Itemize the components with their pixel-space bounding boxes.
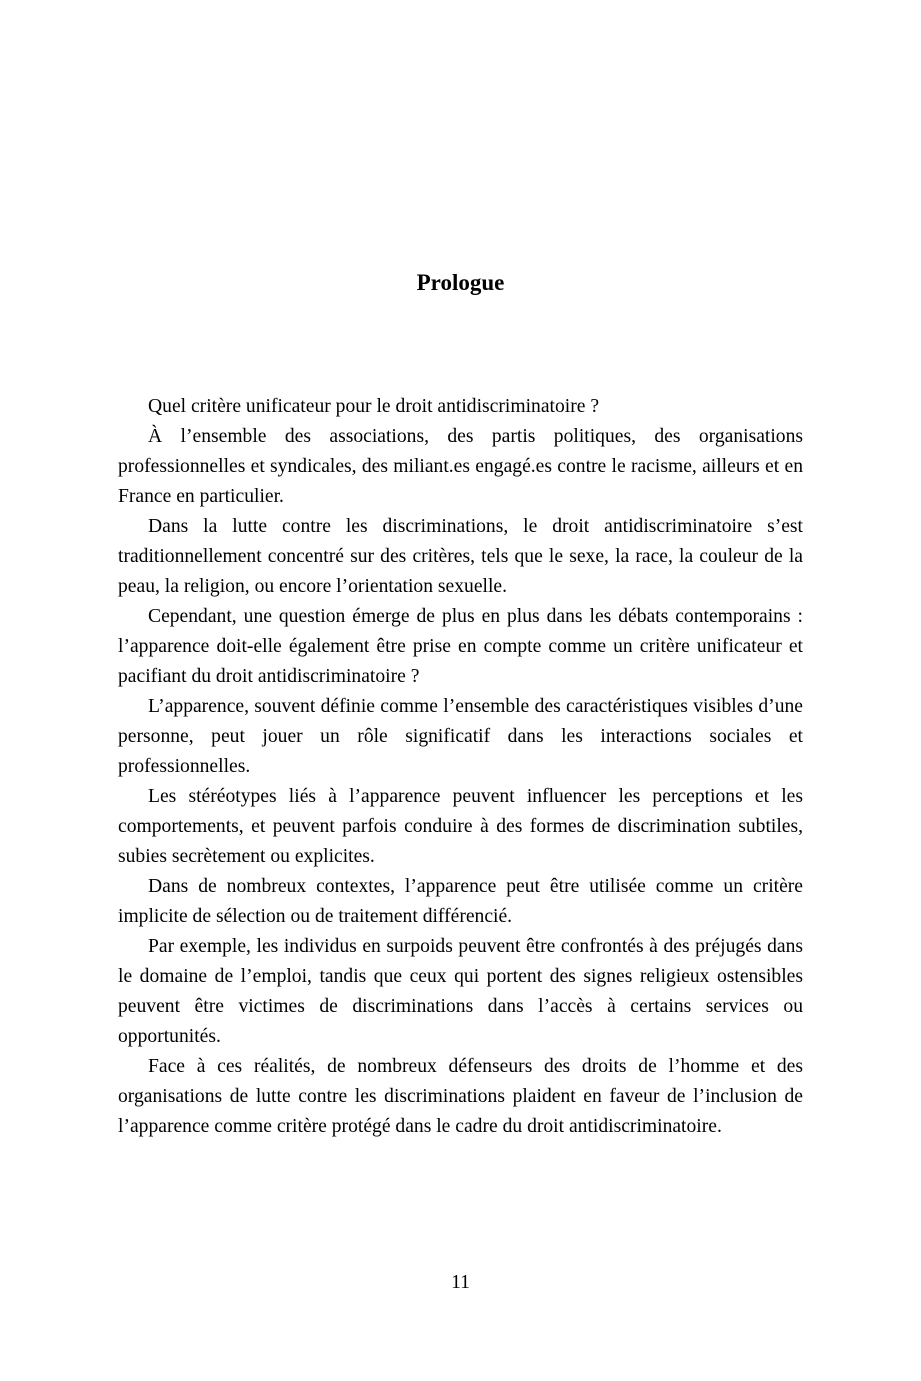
page-number: 11	[451, 1272, 470, 1293]
paragraph: Les stéréotypes liés à l’apparence peuvent influencer les perceptions et les comportements, et peuvent parfois conduire à des formes de discrimination subtiles, subies secrètement ou explicites.	[118, 786, 803, 867]
paragraph: L’apparence, souvent définie comme l’ensemble des caractéristiques visibles d’une personne, peut jouer un rôle significatif dans les interactions sociales et professionnelles.	[118, 696, 803, 777]
paragraph: Dans de nombreux contextes, l’apparence peut être utilisée comme un critère implicite de sélection ou de traitement différencié.	[118, 876, 803, 927]
chapter-title: Prologue	[416, 270, 505, 295]
body-text	[118, 392, 803, 1142]
paragraph: Dans la lutte contre les discriminations, le droit antidiscriminatoire s’est traditionnellement concentré sur des critères, tels que le sexe, la race, la couleur de la peau, la religion, ou encore l’orientation sexuelle.	[118, 516, 803, 597]
paragraph: Face à ces réalités, de nombreux défenseurs des droits de l’homme et des organisations de lutte contre les discriminations plaident en faveur de l’inclusion de l’apparence comme critère protégé dans le cadre du droit antidiscriminatoire.	[118, 1056, 803, 1137]
paragraph: Par exemple, les individus en surpoids peuvent être confrontés à des préjugés dans le domaine de l’emploi, tandis que ceux qui portent des signes religieux ostensibles peuvent être victimes de discriminations dans l’accès à certains services ou opportunités.	[118, 936, 803, 1047]
paragraph: Quel critère unificateur pour le droit antidiscriminatoire ?	[148, 396, 600, 417]
paragraph: Cependant, une question émerge de plus en plus dans les débats contemporains : l’apparence doit-elle également être prise en compte comme un critère unificateur et pacifiant du droit antidiscriminatoire ?	[118, 606, 803, 687]
paragraph: À l’ensemble des associations, des partis politiques, des organisations professionnelles et syndicales, des miliant.es engagé.es contre le racisme, ailleurs et en France en particulier.	[118, 426, 803, 507]
